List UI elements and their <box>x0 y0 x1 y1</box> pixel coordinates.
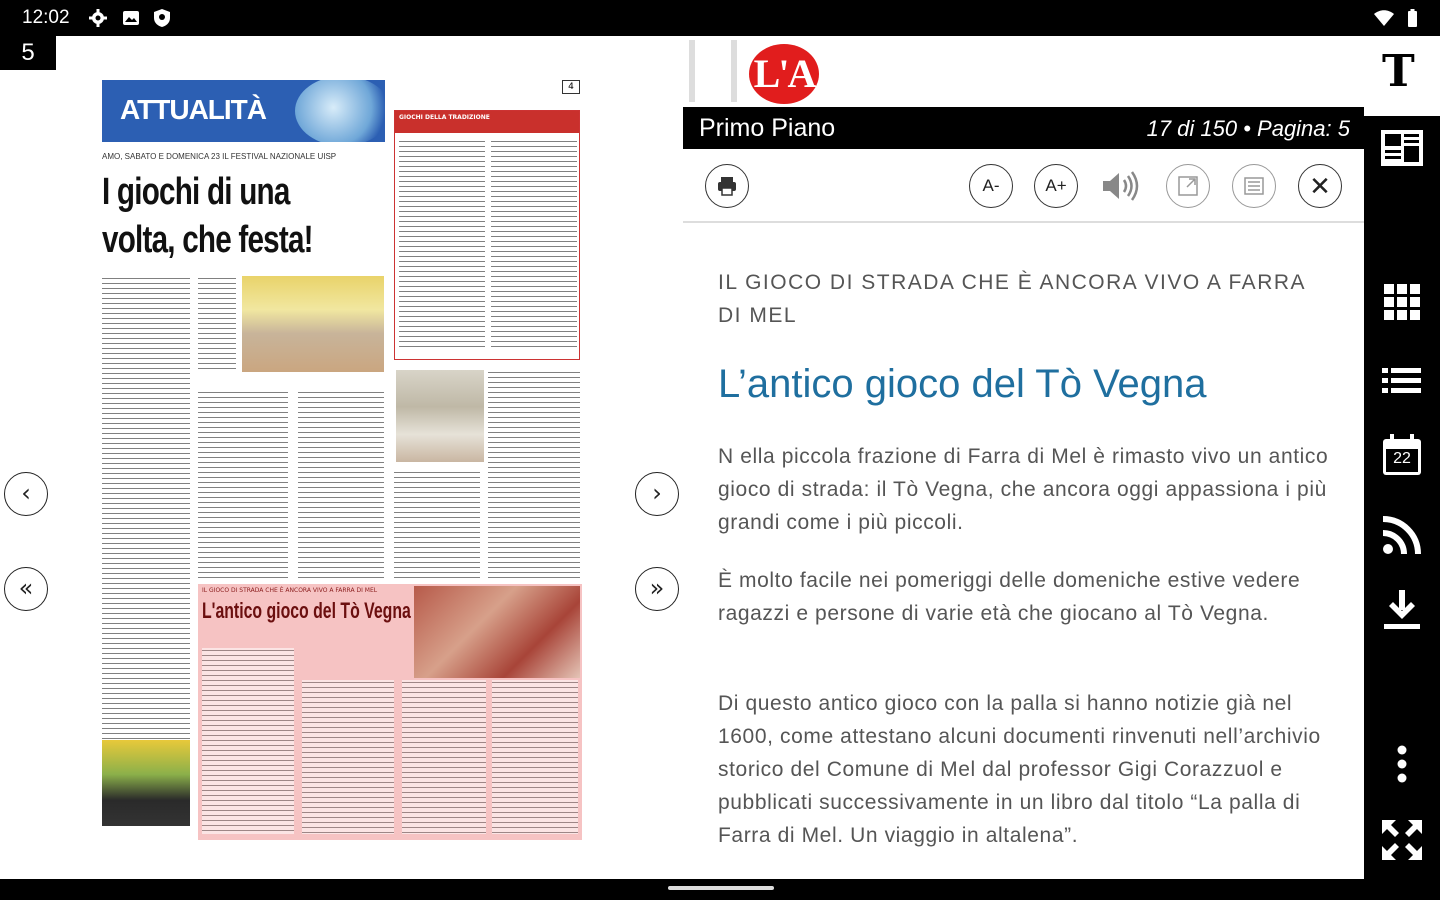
download-icon[interactable] <box>1378 586 1426 634</box>
article-paragraph: N ella piccola frazione di Farra di Mel è rimasto vivo un antico gioco di strada: il Tò Vegna, che ancora oggi appassiona i più grandi come i più piccoli. <box>718 445 1329 534</box>
rss-icon[interactable] <box>1378 511 1426 559</box>
page-layout-icon[interactable] <box>1378 124 1426 172</box>
close-icon: ✕ <box>1309 171 1331 201</box>
article-paragraph: È molto facile nei pomeriggi delle domeniche estive vedere ragazzi e persone di varie età che giocano al Tò Vegna. <box>718 569 1301 625</box>
section-title: Primo Piano <box>699 114 836 142</box>
sidebar-article-box[interactable] <box>394 110 580 360</box>
publication-logo <box>689 40 819 102</box>
group-photo[interactable] <box>396 370 484 462</box>
text-column <box>491 139 577 349</box>
newspaper-page[interactable] <box>102 80 582 840</box>
text-column <box>492 680 578 834</box>
calendar-button[interactable] <box>1378 431 1426 479</box>
font-increase-button[interactable]: A+ <box>1034 164 1078 208</box>
article-header-bar <box>683 107 1364 149</box>
article-counter: 17 di 150 • Pagina: 5 <box>1146 116 1350 141</box>
text-mode-icon: T <box>1382 46 1415 97</box>
newspaper-page-view[interactable] <box>0 36 683 879</box>
next-page-button[interactable]: » <box>635 567 679 611</box>
expand-button[interactable] <box>1166 164 1210 208</box>
article-reader-panel <box>683 36 1364 879</box>
text-column <box>399 139 485 349</box>
globe-graphic <box>295 80 385 142</box>
speaker-icon[interactable] <box>1099 169 1143 203</box>
previous-article-button[interactable]: ‹ <box>4 472 48 516</box>
previous-page-button[interactable]: « <box>4 567 48 611</box>
paper-headline[interactable]: I giochi di una volta, che festa! <box>102 171 313 261</box>
text-mode-button[interactable] <box>1364 36 1440 116</box>
wifi-icon <box>1374 8 1394 28</box>
grid-icon[interactable] <box>1378 278 1426 326</box>
section-banner <box>102 80 385 142</box>
next-article-button[interactable]: › <box>635 472 679 516</box>
reader-toolbar <box>683 149 1364 223</box>
settings-icon <box>88 8 108 28</box>
section-label: ATTUALITÀ <box>120 94 266 125</box>
logo-mark: L'A <box>749 44 819 104</box>
image-icon <box>121 8 141 28</box>
calendar-day: 22 <box>1393 450 1411 467</box>
logo-bar <box>689 40 737 102</box>
close-button[interactable] <box>1298 164 1342 208</box>
status-time: 12:02 <box>22 7 70 28</box>
portrait-photo[interactable] <box>102 740 190 826</box>
more-vert-icon[interactable] <box>1378 740 1426 788</box>
article-title: L’antico gioco del Tò Vegna <box>718 362 1207 406</box>
shield-icon <box>152 8 172 28</box>
text-column <box>402 680 486 834</box>
paper-kicker: AMO, SABATO E DOMENICA 23 IL FESTIVAL NAZIONALE UISP <box>102 152 337 161</box>
print-icon <box>715 174 739 198</box>
paper-page-number: 4 <box>562 80 580 94</box>
children-photo[interactable] <box>242 276 384 372</box>
expand-icon <box>1177 175 1199 197</box>
page-number-badge: 5 <box>0 36 56 70</box>
box-header: GIOCHI DELLA TRADIZIONE <box>395 111 579 133</box>
highlighted-article[interactable] <box>198 584 582 840</box>
app-sidebar <box>1364 36 1440 879</box>
list-icon[interactable] <box>1378 356 1426 404</box>
battery-icon <box>1402 8 1422 28</box>
fullscreen-icon[interactable] <box>1378 816 1426 864</box>
text-column[interactable] <box>488 370 580 582</box>
text-column <box>202 648 294 834</box>
page-view-button[interactable] <box>1232 164 1276 208</box>
text-column <box>302 680 394 834</box>
game-photo <box>414 586 580 678</box>
highlighted-title: L'antico gioco del Tò Vegna <box>202 598 411 623</box>
text-column[interactable] <box>198 276 236 372</box>
status-bar <box>0 0 1440 36</box>
text-column[interactable] <box>394 470 480 582</box>
font-decrease-button[interactable]: A- <box>969 164 1013 208</box>
print-button[interactable] <box>705 164 749 208</box>
article-overhead: IL GIOCO DI STRADA CHE È ANCORA VIVO A FARRA DI MEL <box>718 271 1305 327</box>
highlighted-kicker: IL GIOCO DI STRADA CHE È ANCORA VIVO A FARRA DI MEL <box>202 587 378 594</box>
text-column[interactable] <box>198 390 288 580</box>
article-paragraph: Di questo antico gioco con la palla si hanno notizie già nel 1600, come attestano alcuni documenti rinvenuti nell’archivio storico del Comune di Mel dal professor Gigi Corazzuol e pubblicati successivamente in un libro dal titolo “La palla di Farra di Mel. Un viaggio in altalena”. <box>718 692 1321 847</box>
gesture-navigation-bar[interactable] <box>668 886 774 890</box>
text-column[interactable] <box>102 276 190 820</box>
newspaper-icon <box>1243 175 1265 197</box>
text-column[interactable] <box>298 390 384 580</box>
